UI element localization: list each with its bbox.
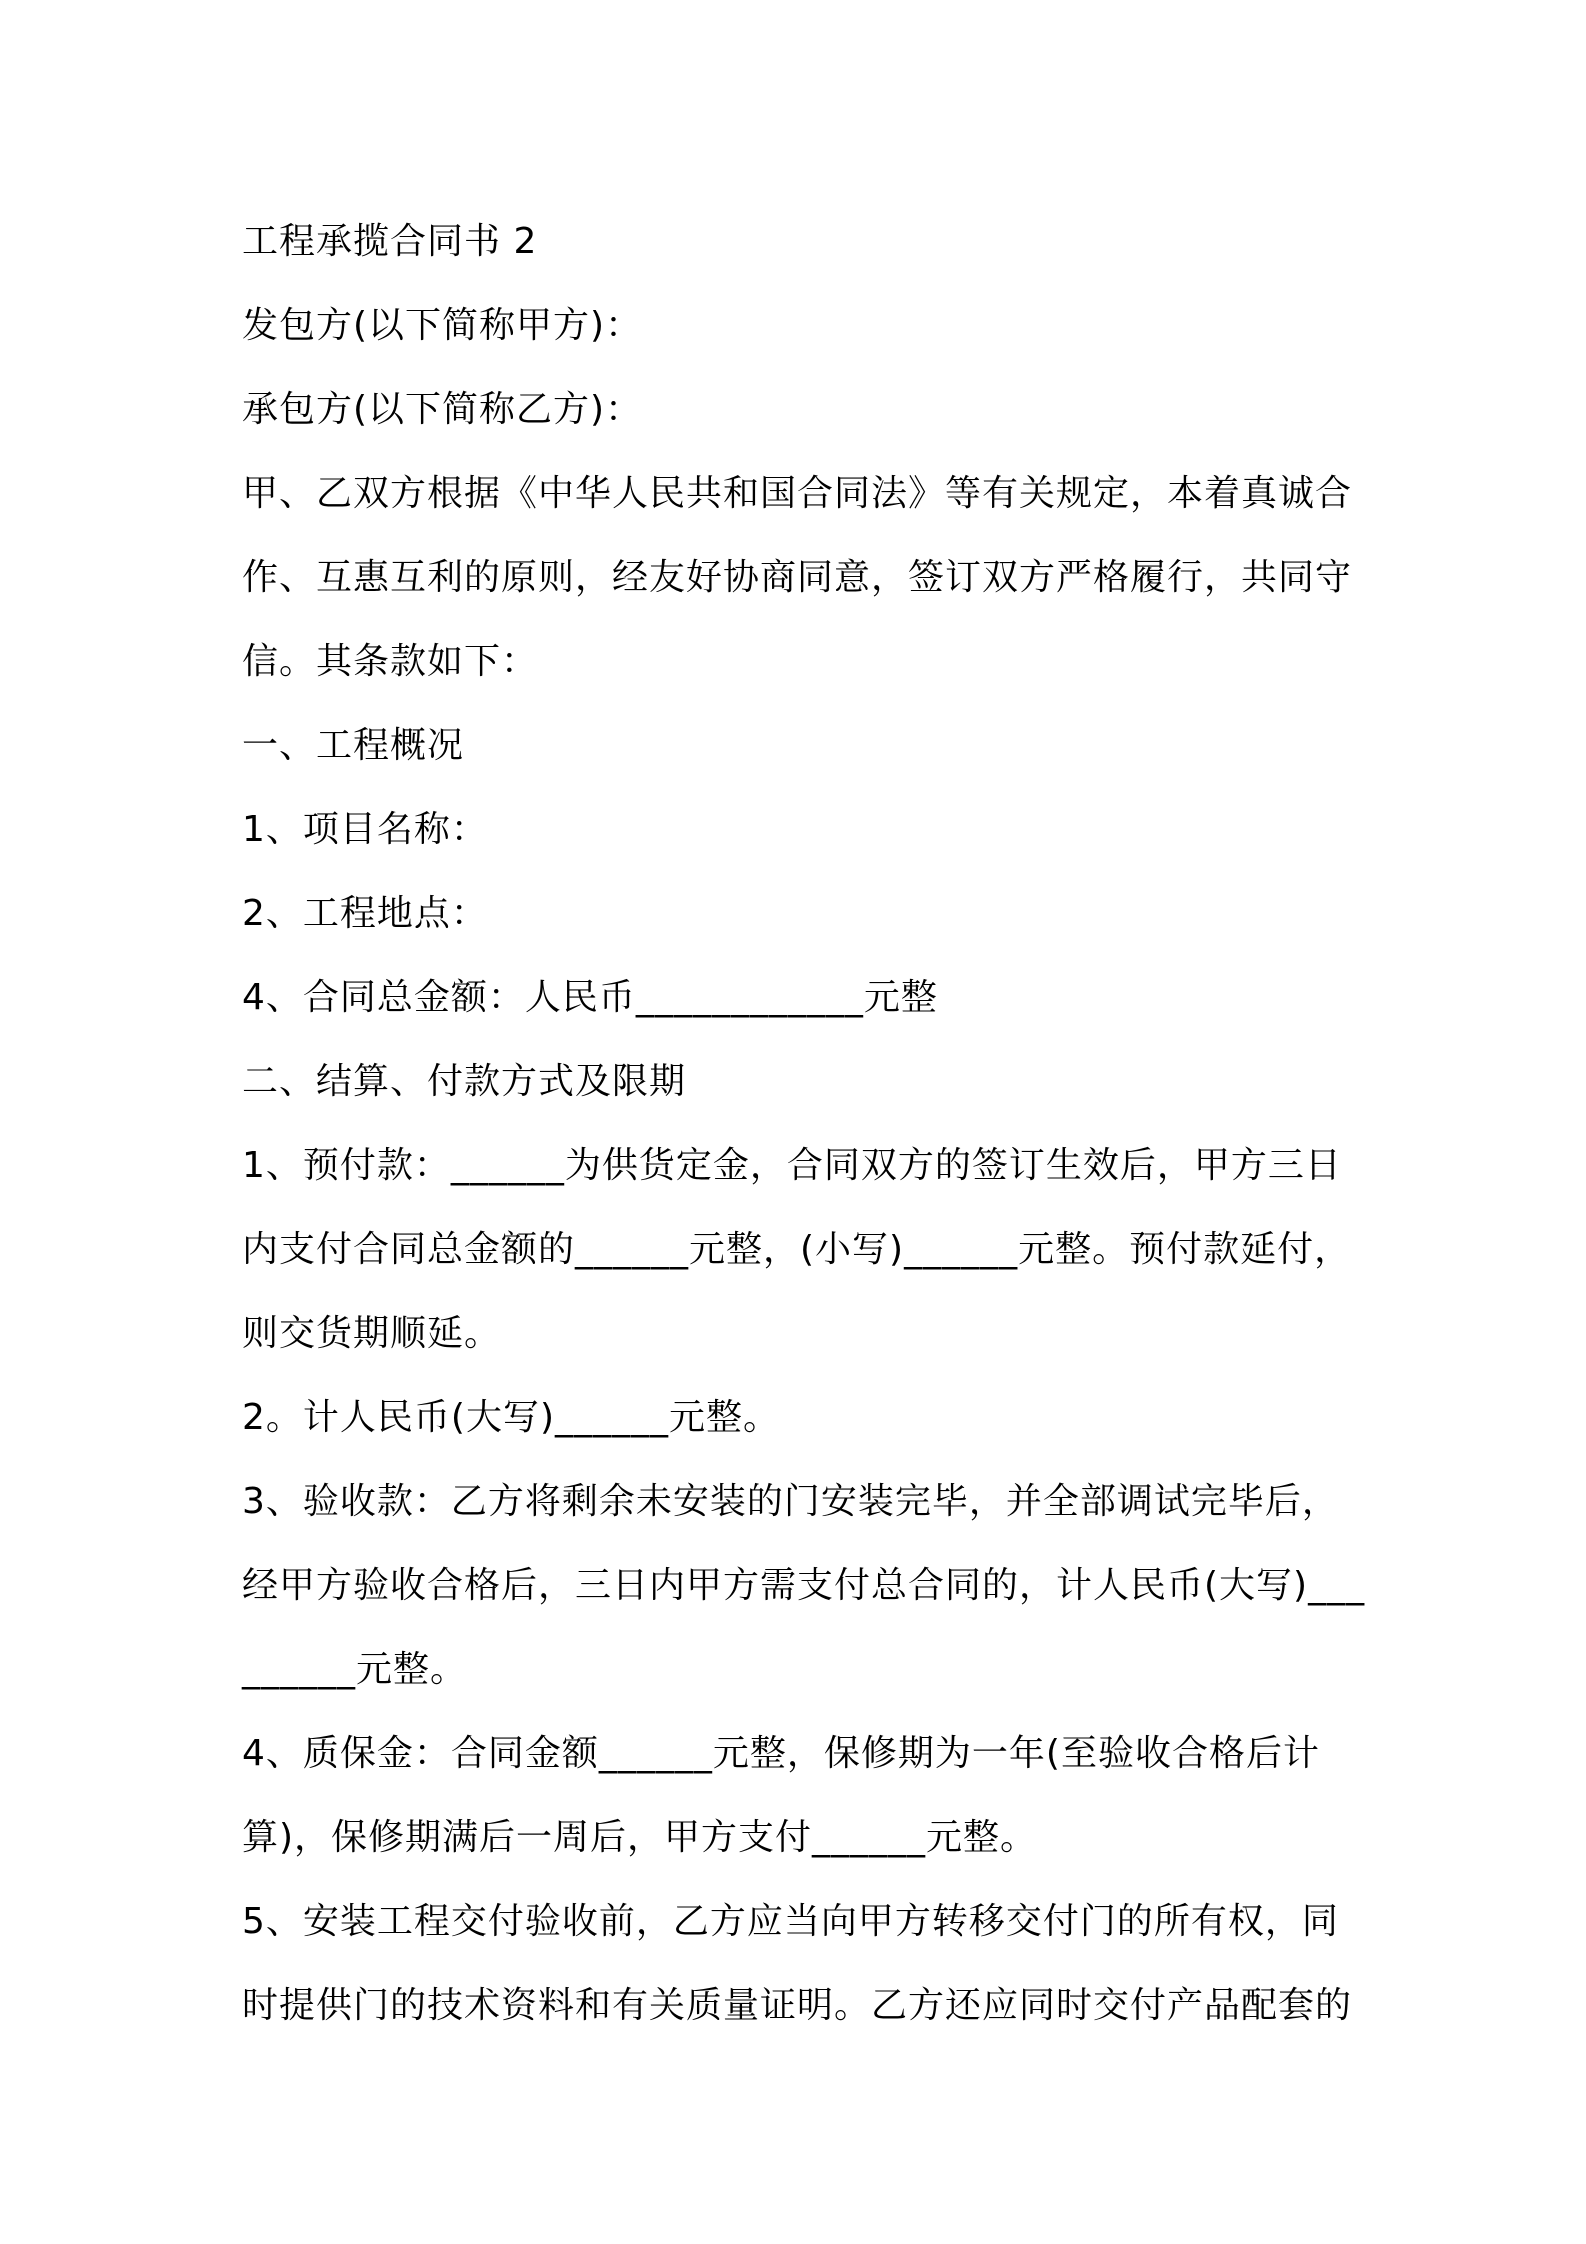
party-b-line: 承包方(以下简称乙方)： <box>242 389 643 430</box>
warranty-deposit-clause: 4、质保金：合同金额______元整，保修期为一年(至验收合格后计算)，保修期满后一周后，甲方支付______元整。 <box>242 1733 1320 1858</box>
contract-amount-line: 4、合同总金额：人民币____________元整 <box>242 977 938 1018</box>
preamble-paragraph: 甲、乙双方根据《中华人民共和国合同法》等有关规定，本着真诚合作、互惠互利的原则，经友好协商同意，签订双方严格履行，共同守信。其条款如下： <box>242 473 1353 682</box>
amount-in-words-clause: 2。计人民币(大写)______元整。 <box>242 1397 780 1438</box>
party-a-line: 发包方(以下简称甲方)： <box>242 305 643 346</box>
ownership-transfer-clause: 5、安装工程交付验收前，乙方应当向甲方转移交付门的所有权，同时提供门的技术资料和有关质量证明。乙方还应同时交付产品配套的 <box>242 1901 1353 2026</box>
section-heading-settlement: 二、结算、付款方式及限期 <box>242 1061 687 1102</box>
document-title: 工程承揽合同书 2 <box>242 221 538 262</box>
advance-payment-clause: 1、预付款：______为供货定金，合同双方的签订生效后，甲方三日内支付合同总金额的______元整，(小写)______元整。预付款延付，则交货期顺延。 <box>242 1145 1352 1354</box>
project-location-line: 2、工程地点： <box>242 893 488 934</box>
acceptance-payment-clause: 3、验收款：乙方将剩余未安装的门安装完毕，并全部调试完毕后，经甲方验收合格后，三日内甲方需支付总合同的，计人民币(大写)_________元整。 <box>242 1481 1366 1690</box>
project-name-line: 1、项目名称： <box>242 809 488 850</box>
document-body <box>242 200 1372 2048</box>
section-heading-project-overview: 一、工程概况 <box>242 725 465 766</box>
